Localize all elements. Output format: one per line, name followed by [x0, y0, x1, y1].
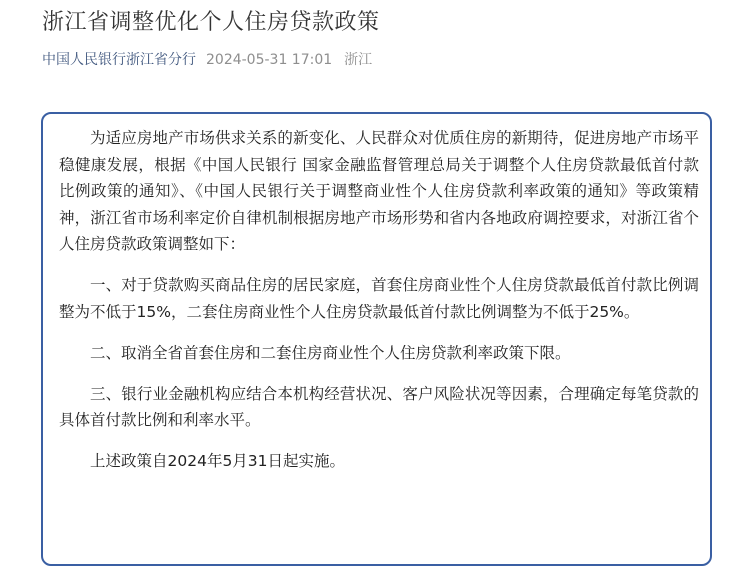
article-paragraph-intro: 为适应房地产市场供求关系的新变化、人民群众对优质住房的新期待，促进房地产市场平稳健康发展，根据《中国人民银行 国家金融监督管理总局关于调整个人住房贷款最低首付款比例政策的通知》、《中国人民银行关于调整商业性个人住房贷款利率政策的通知》等政策精神，浙江省市场利率定价自律机制根据房地产市场形势和省内各地政府调控要求，对浙江省个人住房贷款政策调整如下：: [59, 129, 699, 253]
article-paragraph-effective-date: 上述政策自2024年5月31日起实施。: [90, 452, 346, 470]
article-content-box: [41, 112, 712, 566]
article-paragraph-item-2: 二、取消全省首套住房和二套住房商业性个人住房贷款利率政策下限。: [90, 343, 571, 362]
article-body: [59, 125, 699, 475]
article-paragraph-item-1: 一、对于贷款购买商品住房的居民家庭，首套住房商业性个人住房贷款最低首付款比例调整为不低于15%，二套住房商业性个人住房贷款最低首付款比例调整为不低于25%。: [59, 276, 699, 321]
article-region: 浙江: [344, 52, 373, 68]
article-title: 浙江省调整优化个人住房贷款政策: [42, 10, 380, 35]
article-date: 2024-05-31 17:01: [206, 52, 333, 68]
article-meta: [42, 50, 372, 70]
article-source-link[interactable]: 中国人民银行浙江省分行: [42, 52, 196, 68]
article-paragraph-item-3: 三、银行业金融机构应结合本机构经营状况、客户风险状况等因素，合理确定每笔贷款的具体首付款比例和利率水平。: [59, 384, 699, 429]
